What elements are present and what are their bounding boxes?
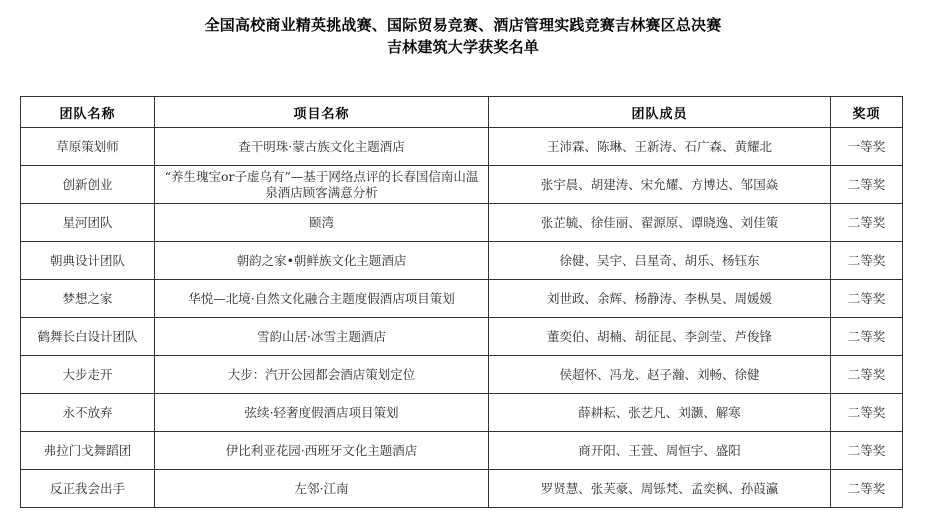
table-row: [21, 166, 903, 204]
cell-award: 二等奖: [831, 356, 903, 394]
cell-project: 弦续·轻奢度假酒店项目策划: [155, 394, 489, 432]
table-row: [21, 204, 903, 242]
title-line-1: 全国高校商业精英挑战赛、国际贸易竞赛、酒店管理实践竞赛吉林赛区总决赛: [204, 16, 722, 34]
table-row: [21, 356, 903, 394]
cell-members: 徐健、吴宇、吕星奇、胡乐、杨钰东: [489, 242, 831, 280]
cell-award: 二等奖: [831, 318, 903, 356]
table-row: [21, 318, 903, 356]
cell-project: 大步：汽开公园都会酒店策划定位: [155, 356, 489, 394]
cell-team: 朝典设计团队: [21, 242, 155, 280]
cell-team: 草原策划师: [21, 128, 155, 166]
cell-award: 二等奖: [831, 280, 903, 318]
cell-award: 二等奖: [831, 166, 903, 204]
cell-project: 朝韵之家•朝鲜族文化主题酒店: [155, 242, 489, 280]
header-award: 奖项: [831, 97, 903, 128]
cell-members: 刘世政、余辉、杨静涛、李枞昊、周媛媛: [489, 280, 831, 318]
table-row: [21, 394, 903, 432]
cell-team: 反正我会出手: [21, 470, 155, 508]
cell-members: 薛耕耘、张艺凡、刘灏、解寒: [489, 394, 831, 432]
cell-members: 张芷毓、徐佳丽、翟源原、谭晓逸、刘佳策: [489, 204, 831, 242]
cell-award: 二等奖: [831, 242, 903, 280]
table-row: [21, 128, 903, 166]
cell-project: 颐湾: [155, 204, 489, 242]
table-row: [21, 280, 903, 318]
table-row: [21, 242, 903, 280]
cell-members: 董奕伯、胡楠、胡征昆、李剑莹、芦俊锋: [489, 318, 831, 356]
cell-team: 鹤舞长白设计团队: [21, 318, 155, 356]
cell-award: 二等奖: [831, 470, 903, 508]
title-line-2: 吉林建筑大学获奖名单: [386, 38, 539, 56]
cell-members: 侯超怀、冯龙、赵子瀚、刘畅、徐健: [489, 356, 831, 394]
cell-award: 二等奖: [831, 432, 903, 470]
cell-project: “养生瑰宝or子虚乌有”—基于网络点评的长春国信南山温泉酒店顾客满意分析: [155, 166, 489, 204]
table-header-row: [21, 97, 903, 128]
cell-project: 左邻·江南: [155, 470, 489, 508]
cell-team: 创新创业: [21, 166, 155, 204]
cell-project: 查干明珠·蒙古族文化主题酒店: [155, 128, 489, 166]
header-team-name: 团队名称: [21, 97, 155, 128]
table-row: [21, 470, 903, 508]
awards-table: [20, 96, 903, 508]
cell-project: 华悦—北境·自然文化融合主题度假酒店项目策划: [155, 280, 489, 318]
cell-team: 梦想之家: [21, 280, 155, 318]
cell-award: 二等奖: [831, 394, 903, 432]
header-project-name: 项目名称: [155, 97, 489, 128]
cell-award: 二等奖: [831, 204, 903, 242]
header-members: 团队成员: [489, 97, 831, 128]
cell-members: 商开阳、王萱、周恒宇、盛阳: [489, 432, 831, 470]
cell-members: 张宇晨、胡建涛、宋允耀、方博达、邹国焱: [489, 166, 831, 204]
cell-project: 伊比利亚花园·西班牙文化主题酒店: [155, 432, 489, 470]
cell-members: 罗贤慧、张芙豪、周铄梵、孟奕枫、孙葭瀛: [489, 470, 831, 508]
cell-team: 大步走开: [21, 356, 155, 394]
cell-team: 弗拉门戈舞蹈团: [21, 432, 155, 470]
cell-project: 雪韵山居·冰雪主题酒店: [155, 318, 489, 356]
table-row: [21, 432, 903, 470]
cell-team: 永不放弃: [21, 394, 155, 432]
cell-award: 一等奖: [831, 128, 903, 166]
cell-members: 王沛霖、陈琳、王新涛、石广森、黄耀北: [489, 128, 831, 166]
document-title: [0, 14, 926, 58]
cell-team: 星河团队: [21, 204, 155, 242]
